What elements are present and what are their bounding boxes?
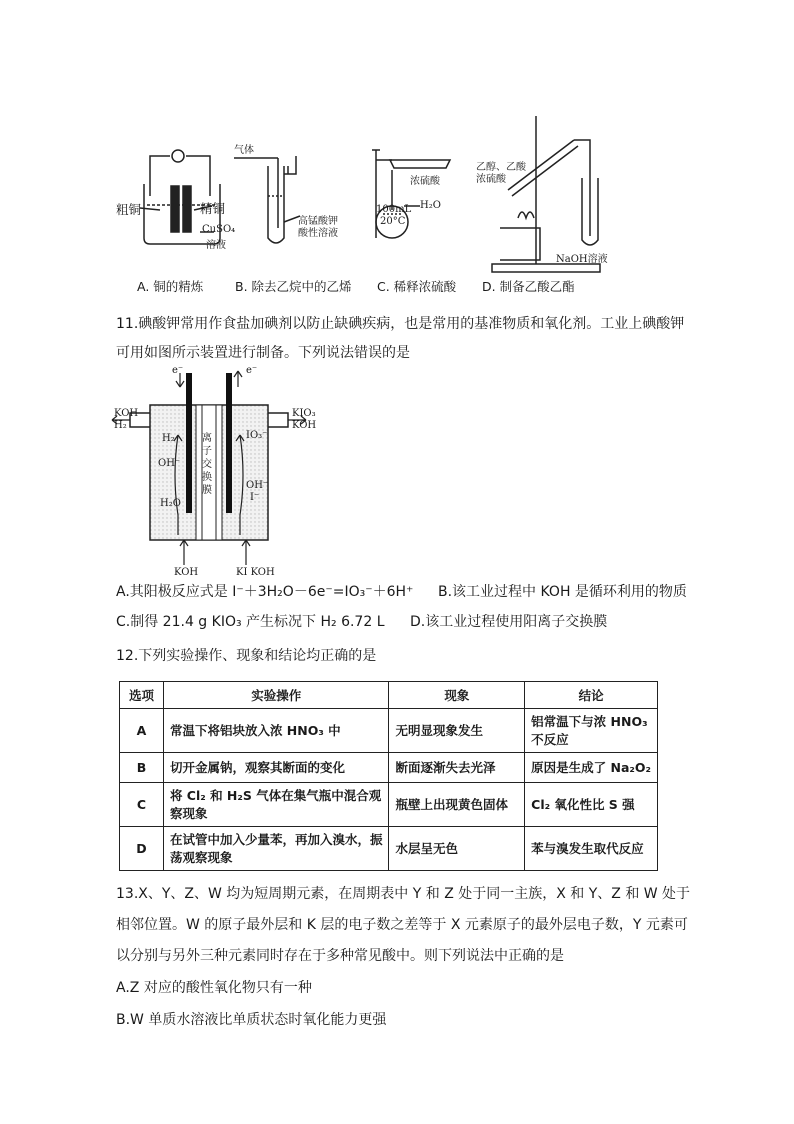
table-row xyxy=(120,753,658,783)
pure-copper-electrode xyxy=(183,186,191,232)
row-operation: 将 Cl₂ 和 H₂S 气体在集气瓶中混合观察现象 xyxy=(163,783,389,827)
header-conclusion: 结论 xyxy=(525,682,658,709)
table-header-row xyxy=(120,682,658,709)
naoh-label: NaOH溶液 xyxy=(556,254,608,265)
q12-stem: 12.下列实验操作、现象和结论均正确的是 xyxy=(116,648,377,664)
row-phenomenon: 无明显现象发生 xyxy=(389,709,525,753)
gas-label: 气体 xyxy=(234,145,254,156)
row-operation: 在试管中加入少量苯，再加入溴水，振荡观察现象 xyxy=(163,827,389,871)
water-label: H₂O xyxy=(420,200,441,211)
ethanol-acid-label: 乙醇、乙酸 xyxy=(476,162,526,173)
oh-right-label: OH⁻ xyxy=(246,480,269,491)
q11-stem-line1: 11.碘酸钾常用作食盐加碘剂以防止缺碘疾病，也是常用的基准物质和氧化剂。工业上碘酸钾 xyxy=(116,316,685,332)
kmno4-label-1: 高锰酸钾 xyxy=(298,216,338,227)
q11-option-c: C.制得 21.4 g KIO₃ 产生标况下 H₂ 6.72 L xyxy=(116,614,385,630)
flask-temp-label: 20°C xyxy=(380,216,406,227)
caption-d: D. 制备乙酸乙酯 xyxy=(482,279,575,294)
row-phenomenon: 瓶壁上出现黄色固体 xyxy=(389,783,525,827)
row-phenomenon: 水层呈无色 xyxy=(389,827,525,871)
membrane-label: 离子交换膜 xyxy=(202,433,212,496)
crude-copper-electrode xyxy=(171,186,179,232)
out-right-koh: KOH xyxy=(292,420,317,431)
q13-option-a: A.Z 对应的酸性氧化物只有一种 xyxy=(116,980,312,996)
i-minus-label: I⁻ xyxy=(250,492,260,503)
apparatus-figures xyxy=(0,0,794,300)
io3-label: IO₃⁻ xyxy=(246,430,268,441)
row-option: A xyxy=(120,709,164,753)
caption-b: B. 除去乙烷中的乙烯 xyxy=(235,279,352,294)
kmno4-label-2: 酸性溶液 xyxy=(298,228,338,239)
q13-option-b: B.W 单质水溶液比单质状态时氧化能力更强 xyxy=(116,1012,387,1028)
experiment-table xyxy=(119,681,658,871)
table-row xyxy=(120,709,658,753)
row-conclusion: 原因是生成了 Na₂O₂ xyxy=(525,753,658,783)
out-left-h2: H₂ xyxy=(114,420,127,431)
row-phenomenon: 断面逐渐失去光泽 xyxy=(389,753,525,783)
q11-option-d: D.该工业过程使用阳离子交换膜 xyxy=(410,614,608,630)
caption-c: C. 稀释浓硫酸 xyxy=(377,279,457,294)
q13-stem-line2: 相邻位置。W 的原子最外层和 K 层的电子数之差等于 X 元素原子的最外层电子数，Y 元素可 xyxy=(116,917,688,933)
cuso4-label: CuSO₄ xyxy=(202,224,236,235)
oh-left-label: OH⁻ xyxy=(158,458,181,469)
out-left-koh: KOH xyxy=(114,408,139,419)
row-conclusion: Cl₂ 氧化性比 S 强 xyxy=(525,783,658,827)
pure-cu-label: 精铜 xyxy=(200,201,226,216)
q13-stem-line3: 以分别与另外三种元素同时存在于多种常见酸中。则下列说法中正确的是 xyxy=(116,948,564,964)
header-phenomenon: 现象 xyxy=(389,682,525,709)
conc-h2so4-label: 浓硫酸 xyxy=(410,176,440,187)
row-operation: 切开金属钠，观察其断面的变化 xyxy=(163,753,389,783)
in-left-koh: KOH xyxy=(174,567,199,578)
q11-stem-line2: 可用如图所示装置进行制备。下列说法错误的是 xyxy=(116,345,410,361)
q13-stem-line1: 13.X、Y、Z、W 均为短周期元素，在周期表中 Y 和 Z 处于同一主族，X 和 Y、Z 和 W 处于 xyxy=(116,886,691,902)
q11-option-b: B.该工业过程中 KOH 是循环利用的物质 xyxy=(438,584,687,600)
h2o-label: H₂O xyxy=(160,498,181,509)
header-option: 选项 xyxy=(120,682,164,709)
row-conclusion: 铝常温下与浓 HNO₃ 不反应 xyxy=(525,709,658,753)
caption-a: A. 铜的精炼 xyxy=(137,279,204,294)
in-right-ki-koh: KI KOH xyxy=(236,567,275,578)
solution-label: 溶液 xyxy=(206,240,226,251)
flask-volume-label: 100mL xyxy=(376,204,412,215)
ester-h2so4-label: 浓硫酸 xyxy=(476,174,506,185)
table-row xyxy=(120,783,658,827)
row-option: D xyxy=(120,827,164,871)
e-right-label: e⁻ xyxy=(246,365,258,376)
table-row xyxy=(120,827,658,871)
row-option: B xyxy=(120,753,164,783)
row-operation: 常温下将铝块放入浓 HNO₃ 中 xyxy=(163,709,389,753)
row-conclusion: 苯与溴发生取代反应 xyxy=(525,827,658,871)
crude-cu-label: 粗铜 xyxy=(116,202,142,217)
out-right-kio3: KIO₃ xyxy=(292,408,316,419)
q11-option-a: A.其阳极反应式是 I⁻＋3H₂O－6e⁻=IO₃⁻＋6H⁺ xyxy=(116,584,414,600)
h2-label: H₂ xyxy=(162,433,175,444)
row-option: C xyxy=(120,783,164,827)
e-left-label: e⁻ xyxy=(172,365,184,376)
header-operation: 实验操作 xyxy=(163,682,389,709)
